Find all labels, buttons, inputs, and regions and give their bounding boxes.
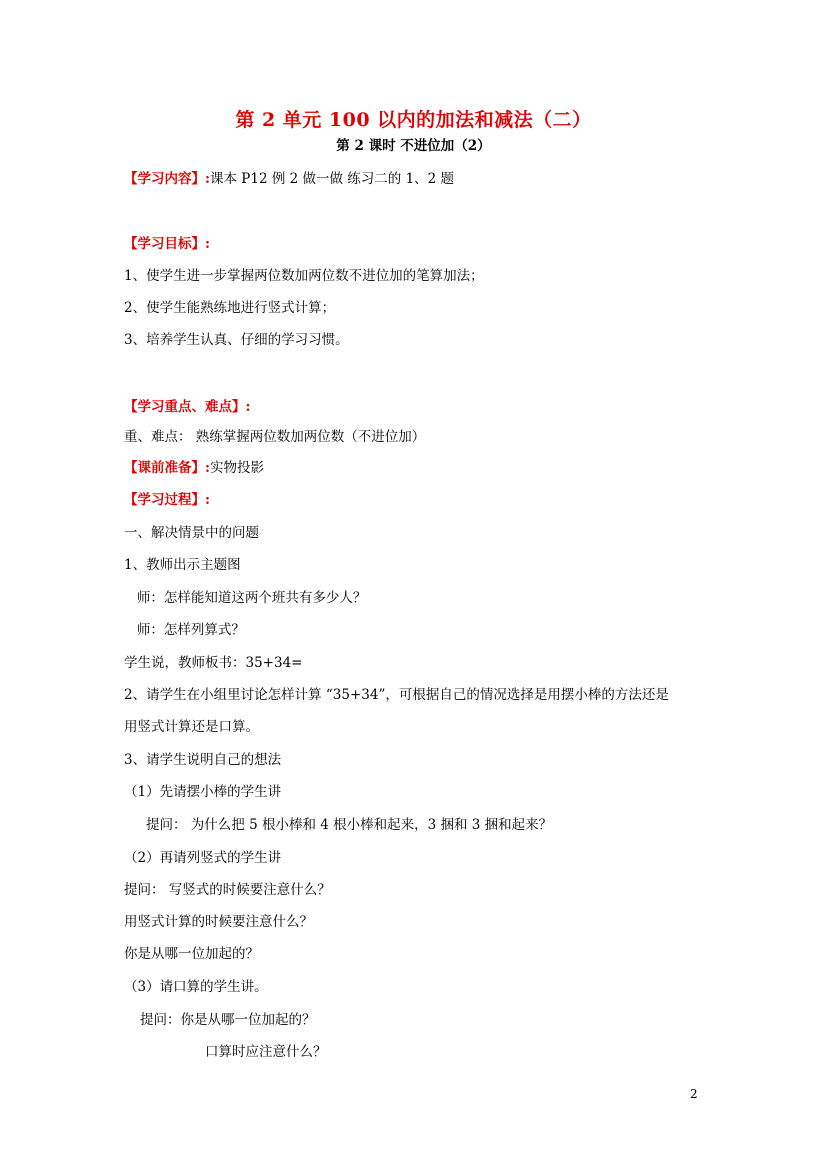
preparation-label: 【课前准备】: — [124, 460, 210, 476]
learning-goals-label: 【学习目标】: — [124, 236, 210, 252]
sub-step-1: （1）先请摆小棒的学生讲 — [124, 784, 282, 800]
goal-item-2: 2、使学生能熟练地进行竖式计算； — [124, 300, 336, 316]
process-section-1: 一、解决情景中的问题 — [124, 525, 259, 541]
process-step-3: 3、请学生说明自己的想法 — [124, 752, 282, 768]
key-points-text: 重、难点： 熟练掌握两位数加两位数（不进位加） — [124, 429, 426, 445]
process-heading — [124, 491, 210, 509]
key-points-label: 【学习重点、难点】: — [124, 399, 251, 415]
sub-step-2: （2）再请列竖式的学生讲 — [124, 850, 282, 866]
sub-step-2-question-1: 提问： 写竖式的时候要注意什么？ — [124, 882, 331, 898]
sub-step-3-question-1: 提问：你是从哪一位加起的？ — [140, 1012, 316, 1028]
learning-content-line — [124, 170, 454, 188]
process-label: 【学习过程】: — [124, 492, 210, 508]
teacher-question-2: 师：怎样列算式？ — [124, 622, 245, 638]
key-points-heading — [124, 398, 250, 416]
process-step-2: 2、请学生在小组里讨论怎样计算 “35+34”，可根据自己的情况选择是用摆小棒的方法还是 — [124, 687, 669, 703]
lesson-subtitle: 第 2 课时 不进位加（2） — [336, 138, 491, 154]
board-writing: 学生说，教师板书：35+34= — [124, 655, 303, 671]
preparation-line — [124, 459, 264, 477]
learning-content-label: 【学习内容】: — [124, 171, 210, 187]
sub-step-1-question: 提问： 为什么把 5 根小棒和 4 根小棒和起来，3 捆和 3 捆和起来？ — [146, 817, 553, 833]
preparation-text: 实物投影 — [209, 460, 264, 476]
sub-step-2-question-3: 你是从哪一位加起的？ — [124, 946, 259, 962]
page-number: 2 — [690, 1087, 698, 1101]
sub-step-2-question-2: 用竖式计算的时候要注意什么？ — [124, 914, 313, 930]
sub-step-3: （3）请口算的学生讲。 — [124, 979, 268, 995]
process-step-1: 1、教师出示主题图 — [124, 557, 241, 573]
page-title: 第 2 单元 100 以内的加法和减法（二） — [235, 109, 592, 131]
learning-goals-heading — [124, 235, 210, 253]
goal-item-1: 1、使学生进一步掌握两位数加两位数不进位加的笔算加法； — [124, 268, 484, 284]
goal-item-3: 3、培养学生认真、仔细的学习习惯。 — [124, 332, 349, 348]
process-step-2-cont: 用竖式计算还是口算。 — [124, 719, 259, 735]
sub-step-3-question-2: 口算时应注意什么？ — [205, 1044, 327, 1060]
teacher-question-1: 师：怎样能知道这两个班共有多少人？ — [124, 590, 367, 606]
learning-content-text: 课本 P12 例 2 做一做 练习二的 1、2 题 — [209, 171, 455, 187]
